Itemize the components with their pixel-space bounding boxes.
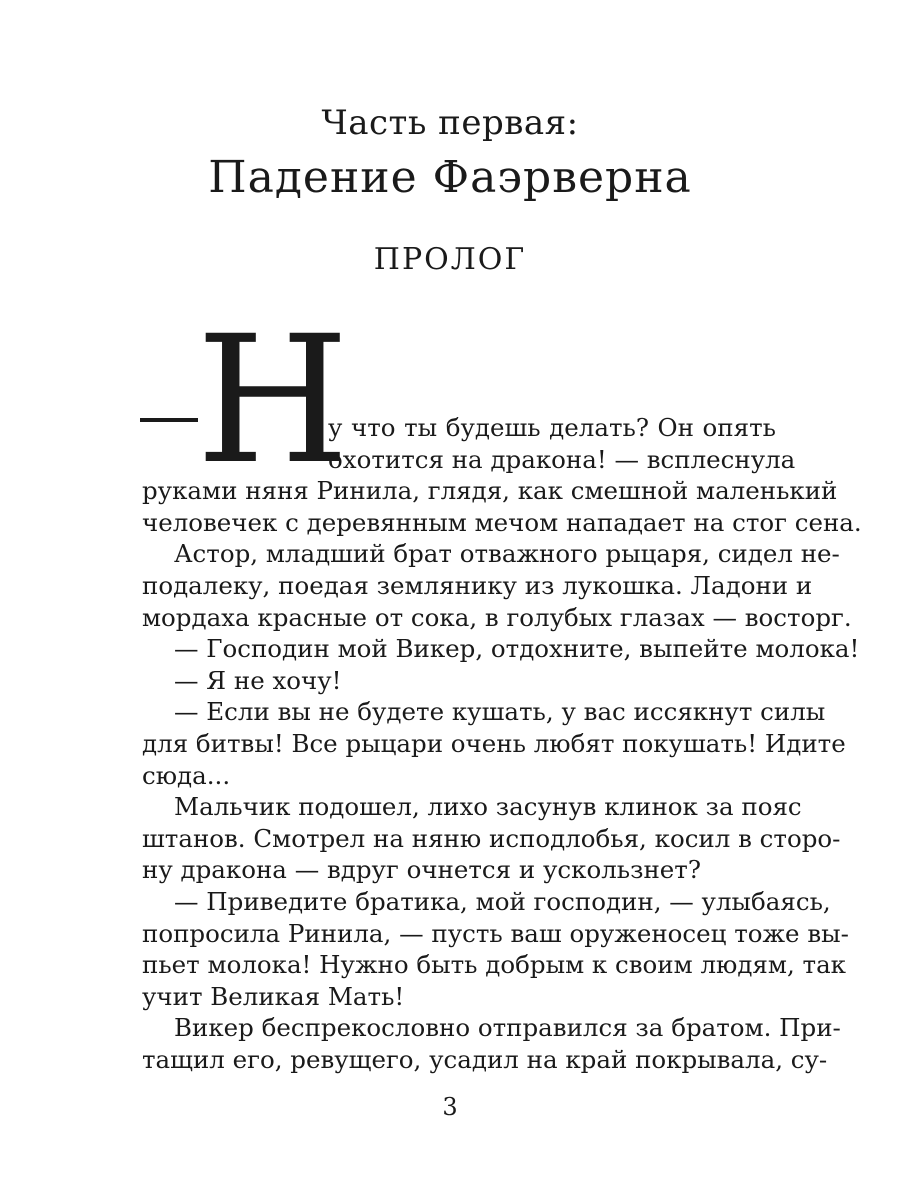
text-line: охотится на дракона! — всплеснула — [328, 444, 796, 474]
text-line: ну дракона — вдруг очнется и ускользнет? — [142, 855, 701, 885]
text-line: учит Великая Мать! — [142, 981, 405, 1011]
text-line: — Я не хочу! — [174, 665, 342, 695]
text-line: подалеку, поедая землянику из лукошка. Ладони и — [142, 570, 813, 600]
text-line: для битвы! Все рыцари очень любят покушать! Идите — [142, 728, 846, 758]
chapter-title: ПРОЛОГ — [373, 242, 527, 277]
text-line: тащил его, ревущего, усадил на край покрывала, су- — [142, 1044, 828, 1074]
text-line: мордаха красные от сока, в голубых глазах — восторг. — [142, 602, 852, 632]
text-line: — Если вы не будете кушать, у вас иссякнут силы — [174, 697, 826, 727]
text-line: — Приведите братика, мой господин, — улыбаясь, — [174, 886, 831, 916]
prologue-text — [142, 412, 862, 1075]
text-line: сюда... — [142, 760, 231, 790]
page-number: 3 — [442, 1093, 458, 1121]
text-line: — Господин мой Викер, отдохните, выпейте молока! — [174, 634, 860, 664]
part-number-heading: Часть первая: — [321, 103, 579, 144]
part-name-heading: Падение Фаэрверна — [208, 152, 692, 204]
part-title — [0, 101, 900, 207]
text-line: попросила Ринила, — пусть ваш оруженосец тоже вы- — [142, 918, 849, 948]
text-line: Мальчик подошел, лихо засунув клинок за пояс — [174, 792, 802, 822]
text-line: штанов. Смотрел на няню исподлобья, косил в сторо- — [142, 823, 841, 853]
drop-cap-letter: Н — [196, 298, 350, 503]
text-line: Викер беспрекословно отправился за братом. При- — [174, 1013, 841, 1043]
text-line: руками няня Ринила, глядя, как смешной маленький — [142, 476, 838, 506]
text-line: пьет молока! Нужно быть добрым к своим людям, так — [142, 950, 846, 980]
text-line: у что ты будешь делать? Он опять — [328, 413, 776, 442]
text-line: человечек с деревянным мечом нападает на стог сена. — [142, 507, 862, 537]
text-line: Астор, младший брат отважного рыцаря, сидел не- — [174, 539, 840, 569]
